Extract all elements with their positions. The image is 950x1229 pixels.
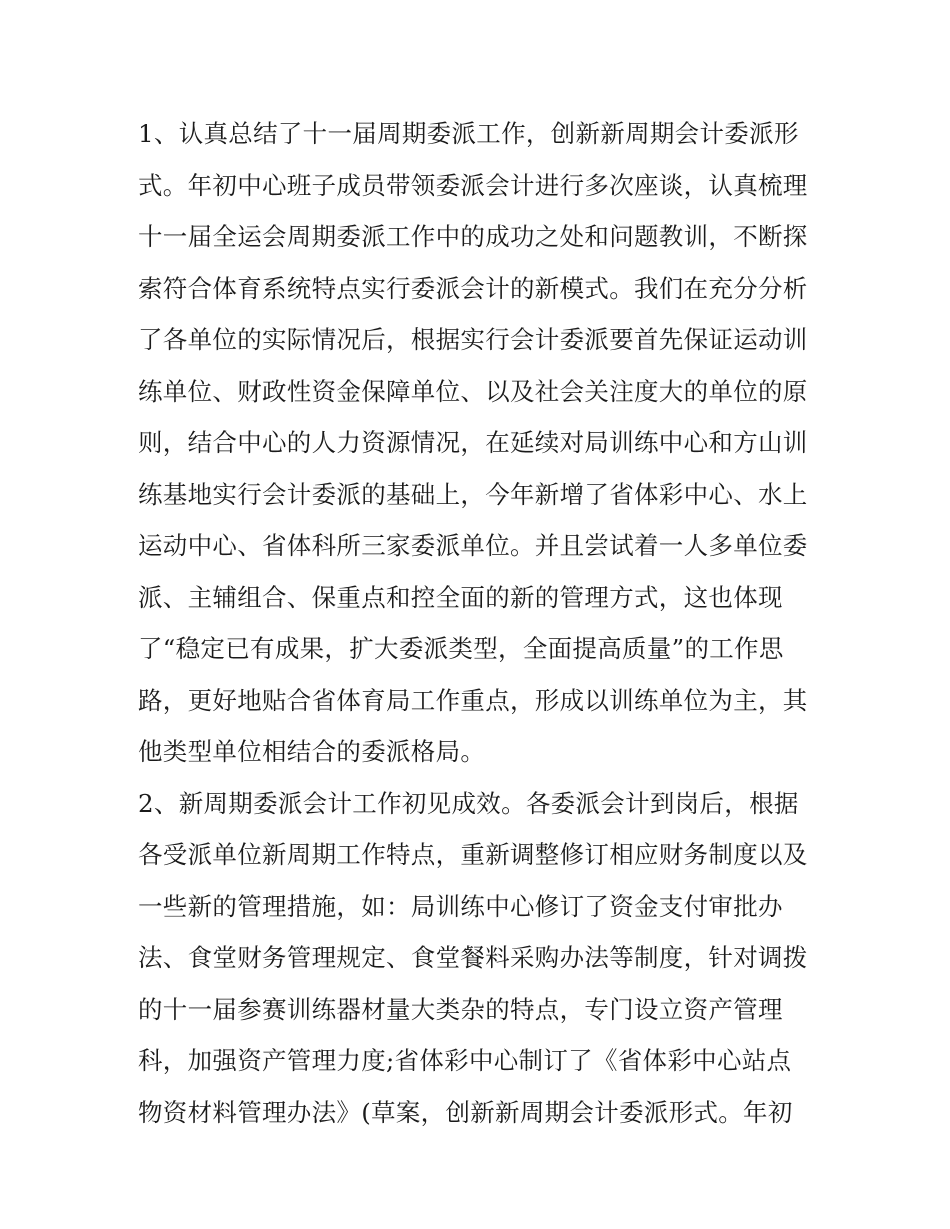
text-line-11: 了“稳定已有成果，扩大委派类型，全面提高质量”的工作思 [138,634,784,663]
text-line-19: 科，加强资产管理力度;省体彩中心制订了《省体彩中心站点 [138,1046,792,1075]
text-line-1: 1、认真总结了十一届周期委派工作，创新新周期会计委派形 [138,119,799,148]
text-line-20: 物资材料管理办法》(草案，创新新周期会计委派形式。年初 [138,1097,793,1127]
text-line-14: 2、新周期委派会计工作初见成效。各委派会计到岗后，根据 [138,788,799,818]
text-line-15: 各受派单位新周期工作特点，重新调整修订相应财务制度以及 [138,840,808,869]
text-line-10: 派、主辅组合、保重点和控全面的新的管理方式，这也体现 [138,582,783,612]
text-line-17: 法、食堂财务管理规定、食堂餐料采购办法等制度，针对调拨 [138,943,808,972]
text-line-2: 式。年初中心班子成员带领委派会计进行多次座谈，认真梳理 [138,170,808,200]
document-body [138,108,818,1138]
text-line-7: 则，结合中心的人力资源情况，在延续对局训练中心和方山训 [138,428,808,457]
text-line-6: 练单位、财政性资金保障单位、以及社会关注度大的单位的原 [138,376,808,406]
text-line-4: 索符合体育系统特点实行委派会计的新模式。我们在充分分析 [138,273,808,303]
text-line-13: 他类型单位相结合的委派格局。 [138,737,486,766]
text-line-9: 运动中心、省体科所三家委派单位。并且尝试着一人多单位委 [138,531,808,560]
text-line-3: 十一届全运会周期委派工作中的成功之处和问题教训，不断探 [138,222,808,251]
text-line-12: 路，更好地贴合省体育局工作重点，形成以训练单位为主，其 [138,685,808,715]
text-line-5: 了各单位的实际情况后，根据实行会计委派要首先保证运动训 [138,325,808,354]
text-line-8: 练基地实行会计委派的基础上，今年新增了省体彩中心、水上 [138,479,808,509]
text-line-16: 一些新的管理措施，如：局训练中心修订了资金支付审批办 [138,891,783,921]
text-line-18: 的十一届参赛训练器材量大类杂的特点，专门设立资产管理 [138,994,783,1024]
